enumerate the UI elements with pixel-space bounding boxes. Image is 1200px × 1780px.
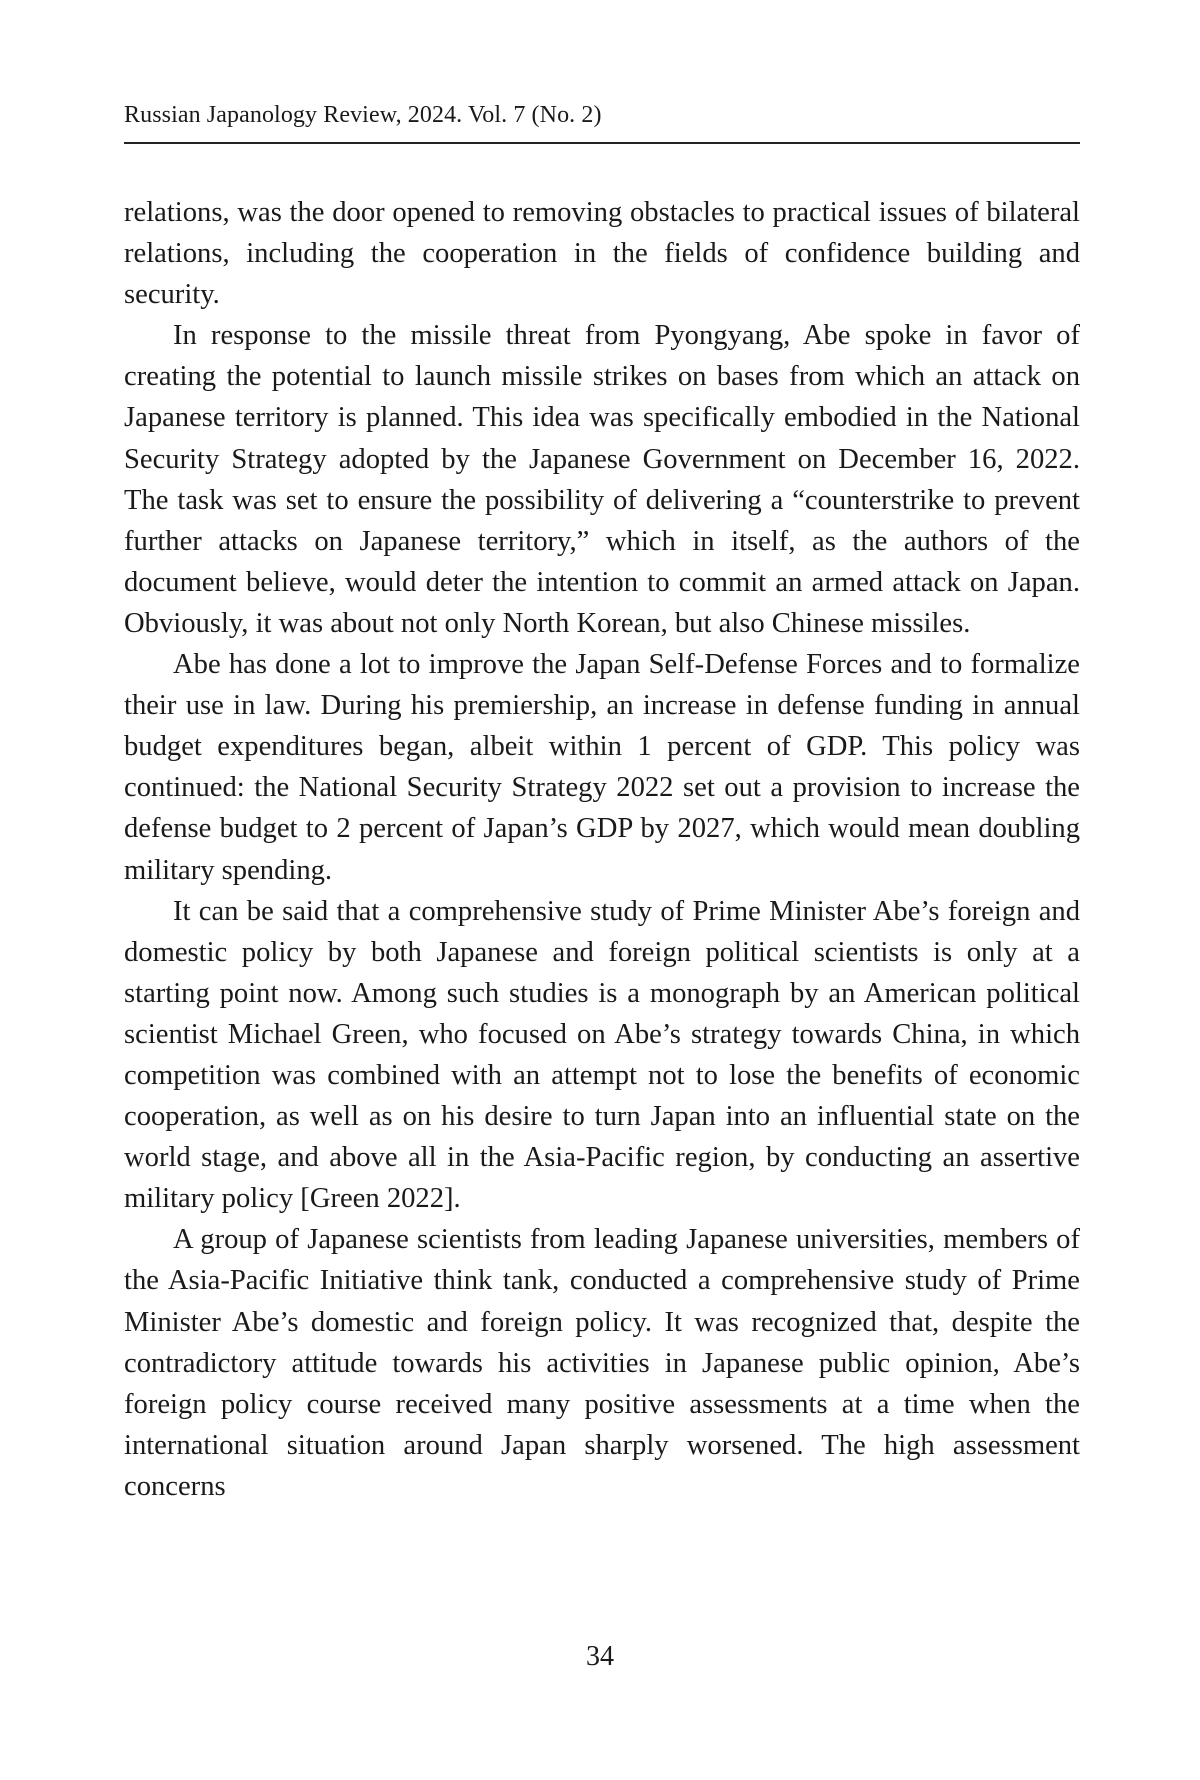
paragraph-self-defense-forces: Abe has done a lot to improve the Japan Self-Defense Forces and to formalize their use in law. During his premiership, an increase in defense funding in annual budget expenditures began, albeit within 1 percent of GDP. This policy was continued: the National Security Strategy 2022 set out a provision to increase the defense budget to 2 percent of Japan’s GDP by 2027, which would mean doubling military spending. — [124, 649, 1080, 886]
paragraph-missile-threat: In response to the missile threat from Pyongyang, Abe spoke in favor of creating the potential to launch missile strikes on bases from which an attack on Japanese territory is planned. This idea was specifically embodied in the National Security Strategy adopted by the Japanese Government on December 16, 2022. The task was set to ensure the possibility of delivering a “counterstrike to prevent further attacks on Japanese territory,” which in itself, as the authors of the document believe, would deter the intention to commit an armed attack on Japan. Obviously, it was about not only North Korean, but also Chinese missiles. — [124, 320, 1080, 639]
page-number: 34 — [586, 1641, 614, 1672]
journal-citation: Russian Japanology Review, 2024. Vol. 7 (No. 2) — [124, 102, 602, 128]
paragraph-asia-pacific-initiative: A group of Japanese scientists from leading Japanese universities, members of the Asia-Pacific Initiative think tank, conducted a comprehensive study of Prime Minister Abe’s domestic and foreign policy. It was recognized that, despite the contradictory attitude towards his activities in Japanese public opinion, Abe’s foreign policy course received many positive assessments at a time when the international situation around Japan sharply worsened. The high assessment concerns — [124, 1224, 1080, 1502]
running-header — [124, 98, 1080, 144]
paragraph-green-monograph: It can be said that a comprehensive study of Prime Minister Abe’s foreign and domestic policy by both Japanese and foreign political scientists is only at a starting point now. Among such studies is a monograph by an American political scientist Michael Green, who focused on Abe’s strategy towards China, in which competition was combined with an attempt not to lose the benefits of economic cooperation, as well as on his desire to turn Japan into an influential state on the world stage, and above all in the Asia-Pacific region, by conducting an assertive military policy [Green 2022]. — [124, 895, 1080, 1215]
paragraph-continued: relations, was the door opened to removing obstacles to practical issues of bilateral relations, including the cooperation in the fields of confidence building and security. — [124, 197, 1080, 311]
article-body — [124, 192, 1080, 1507]
